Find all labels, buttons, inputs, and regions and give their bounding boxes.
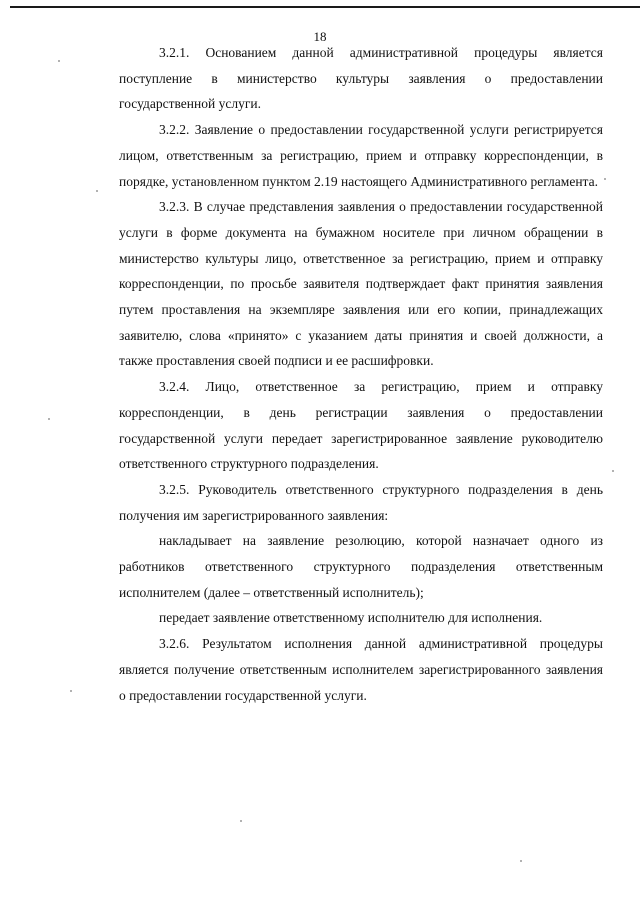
paragraph-3-2-4: 3.2.4. Лицо, ответственное за регистрацию, прием и отправку корреспонденции, в день регистрации заявления о предоставлении государственной услуги передает зарегистрированное заявление руководителю ответственного структурного подразделения. bbox=[119, 379, 603, 472]
list-item-resolution: накладывает на заявление резолюцию, которой назначает одного из работников ответственного структурного подразделения ответственным исполнителем (далее – ответственный исполнитель); bbox=[119, 533, 603, 600]
paragraph-3-2-6: 3.2.6. Результатом исполнения данной административной процедуры является получение ответственным исполнителем зарегистрированного заявления о предоставлении государственной услуги. bbox=[119, 636, 603, 703]
document-body bbox=[119, 40, 603, 708]
scan-speck bbox=[240, 820, 242, 822]
scan-speck bbox=[612, 470, 614, 472]
paragraph-3-2-1: 3.2.1. Основанием данной административной процедуры является поступление в министерство культуры заявления о предоставлении государственной услуги. bbox=[119, 45, 603, 112]
scan-speck bbox=[48, 418, 50, 420]
top-border-line bbox=[10, 6, 640, 8]
scan-speck bbox=[58, 60, 60, 62]
page-number: 18 bbox=[313, 29, 327, 44]
scan-speck bbox=[70, 690, 72, 692]
scan-speck bbox=[520, 860, 522, 862]
scan-speck bbox=[604, 178, 606, 180]
list-item-transfer: передает заявление ответственному исполнителю для исполнения. bbox=[159, 610, 543, 626]
paragraph-3-2-2: 3.2.2. Заявление о предоставлении государственной услуги регистрируется лицом, ответственным за регистрацию, прием и отправку корреспонденции, в порядке, установленном пунктом 2.19 настоящего Административного регламента. bbox=[119, 122, 603, 189]
scan-speck bbox=[96, 190, 98, 192]
paragraph-3-2-3: 3.2.3. В случае представления заявления о предоставлении государственной услуги в форме документа на бумажном носителе при личном обращении в министерство культуры лицо, ответственное за регистрацию, прием и отправку корреспонденции, по просьбе заявителя подтверждает факт принятия заявления путем проставления на экземпляре заявления или его копии, принадлежащих заявителю, слова «принято» с указанием даты принятия и своей должности, а также проставления своей подписи и ее расшифровки. bbox=[119, 199, 603, 369]
paragraph-3-2-5: 3.2.5. Руководитель ответственного структурного подразделения в день получения им зарегистрированного заявления: bbox=[119, 481, 603, 523]
